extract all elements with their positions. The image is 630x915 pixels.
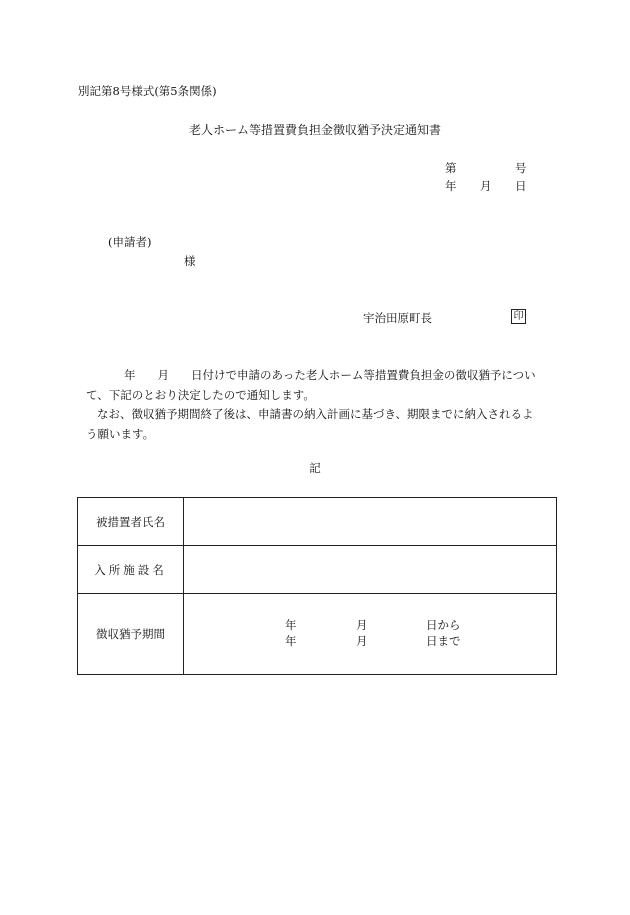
details-table xyxy=(77,497,557,675)
table-row xyxy=(78,594,557,675)
period-from-year: 年 xyxy=(285,618,297,632)
seal-mark: 印 xyxy=(511,309,526,324)
body-paragraph-2 xyxy=(86,405,556,444)
document-number-suffix: 号 xyxy=(515,161,527,175)
notice-body xyxy=(86,366,556,444)
table-row xyxy=(78,498,557,546)
issue-date-year: 年 xyxy=(445,179,457,193)
honorific: 様 xyxy=(184,254,196,268)
insured-name-field[interactable] xyxy=(184,498,557,546)
period-to-day: 日まで xyxy=(426,634,461,648)
issuer-name: 宇治田原町長 xyxy=(363,311,432,325)
ki-heading: 記 xyxy=(309,461,321,475)
body-line-3: なお、徴収猶予期間終了後は、申請書の納入計画に基づき、期限までに納入されるよ xyxy=(97,407,534,421)
body-line-2: て、下記のとおり決定したので通知します。 xyxy=(86,387,315,402)
body-line-4: う願います。 xyxy=(86,426,155,441)
body-paragraph-1 xyxy=(86,366,556,405)
deferral-period-field[interactable] xyxy=(184,594,557,675)
document-number-prefix: 第 xyxy=(445,161,457,175)
period-from-month: 月 xyxy=(356,618,368,632)
deferral-period-label: 徴収猶予期間 xyxy=(78,594,184,675)
document-title: 老人ホーム等措置費負担金徴収猶予決定通知書 xyxy=(188,123,441,137)
issue-date-day: 日 xyxy=(515,179,527,193)
period-to-year: 年 xyxy=(285,634,297,648)
facility-name-label: 入所施設名 xyxy=(78,546,184,594)
body-line-1: 日付けで申請のあった老人ホーム等措置費負担金の徴収猶予につい xyxy=(191,368,536,382)
body-year: 年 xyxy=(124,368,136,382)
form-id: 別記第8号様式(第5条関係) xyxy=(78,84,217,98)
facility-name-field[interactable] xyxy=(184,546,557,594)
period-from-day: 日から xyxy=(426,618,461,632)
table-row xyxy=(78,546,557,594)
insured-name-label: 被措置者氏名 xyxy=(78,498,184,546)
period-to-month: 月 xyxy=(356,634,368,648)
body-month: 月 xyxy=(157,368,169,382)
issue-date-month: 月 xyxy=(480,179,492,193)
applicant-label: (申請者) xyxy=(108,235,152,249)
